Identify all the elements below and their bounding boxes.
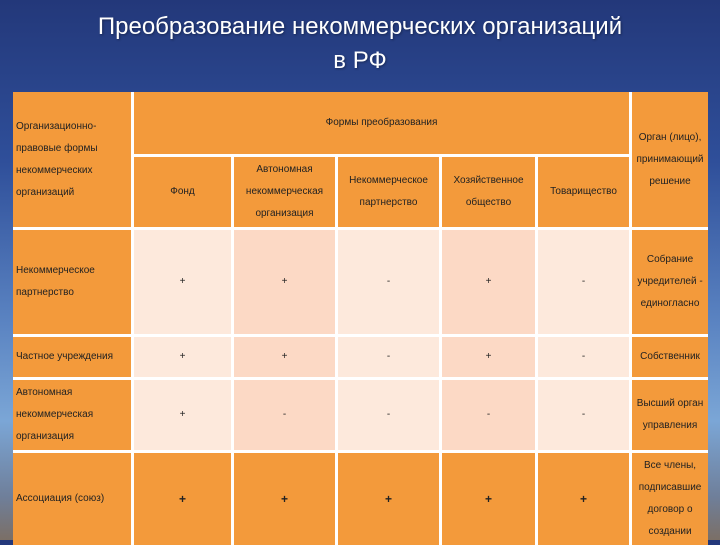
cell-value: + (179, 409, 186, 420)
cell-value: + (178, 492, 186, 506)
header-row-1 (13, 92, 708, 154)
authority-header-cell (629, 92, 708, 227)
table-cell (535, 377, 629, 450)
table-cell (335, 334, 439, 377)
table-cell (131, 450, 231, 545)
cell-value: + (280, 492, 288, 506)
column-header-ano (231, 154, 335, 227)
cell-value: - (282, 409, 287, 420)
row-label (13, 227, 131, 334)
table-cell (335, 377, 439, 450)
column-header-text: Некоммерческое партнерство (349, 175, 428, 208)
table-cell (535, 334, 629, 377)
cell-value: - (386, 276, 391, 287)
slide-title-line2: в РФ (333, 47, 387, 74)
forms-header-cell (131, 92, 629, 154)
table-cell (131, 377, 231, 450)
authority-text: Высший орган управления (636, 398, 704, 431)
forms-header-text: Формы преобразования (325, 117, 438, 128)
authority-header-text: Орган (лицо), принимающий решение (636, 131, 704, 187)
row-label (13, 377, 131, 450)
table-cell (439, 450, 535, 545)
table-cell (439, 377, 535, 450)
table-cell (231, 377, 335, 450)
cell-value: - (581, 351, 586, 362)
authority-cell (629, 227, 708, 334)
column-header-fund (131, 154, 231, 227)
cell-value: + (281, 351, 288, 362)
table-row (13, 377, 708, 450)
authority-cell (629, 334, 708, 377)
column-header-partnership (535, 154, 629, 227)
cell-value: + (281, 276, 288, 287)
table-row (13, 227, 708, 334)
slide-title (0, 10, 720, 78)
table-row (13, 450, 708, 545)
cell-value: + (484, 492, 492, 506)
table-row (13, 334, 708, 377)
table-cell (439, 334, 535, 377)
cell-value: + (485, 276, 492, 287)
slide-title-line1: Преобразование некоммерческих организаций (97, 13, 623, 40)
table-cell (535, 450, 629, 545)
cell-value: + (580, 492, 588, 506)
row-label-text: Некоммерческое партнерство (16, 265, 95, 298)
authority-text: Собрание учредителей - единогласно (637, 254, 703, 309)
cell-value: - (386, 351, 391, 362)
table-cell (335, 227, 439, 334)
row-label-text: Автономная некоммерческая организация (16, 387, 94, 442)
authority-cell (629, 450, 708, 545)
cell-value: - (386, 409, 391, 420)
table-cell (231, 450, 335, 545)
row-label (13, 450, 131, 545)
table-cell (535, 227, 629, 334)
table-cell (335, 450, 439, 545)
table-cell (231, 334, 335, 377)
table-cell (131, 227, 231, 334)
cell-value: - (581, 276, 586, 287)
cell-value: + (384, 492, 392, 506)
authority-text: Все члены, подписавшие договор о создании (638, 460, 702, 537)
cell-value: - (486, 409, 491, 420)
row-label-text: Частное учреждения (16, 351, 114, 362)
row-label-text: Ассоциация (союз) (16, 493, 105, 504)
column-header-company (439, 154, 535, 227)
table-cell (131, 334, 231, 377)
column-header-np (335, 154, 439, 227)
corner-header-text: Организационно-правовые формы некоммерческих организаций (16, 120, 98, 198)
cell-value: - (581, 409, 586, 420)
table-cell (231, 227, 335, 334)
cell-value: + (179, 351, 186, 362)
cell-value: + (485, 351, 492, 362)
transformation-table (13, 92, 708, 545)
column-header-text: Автономная некоммерческая организация (245, 164, 324, 219)
cell-value: + (179, 276, 186, 287)
column-header-text: Товарищество (550, 186, 617, 197)
column-header-text: Фонд (170, 186, 195, 197)
authority-cell (629, 377, 708, 450)
column-header-text: Хозяйственное общество (453, 175, 524, 208)
table-cell (439, 227, 535, 334)
row-label (13, 334, 131, 377)
corner-header-cell (13, 92, 131, 227)
authority-text: Собственник (640, 351, 700, 362)
